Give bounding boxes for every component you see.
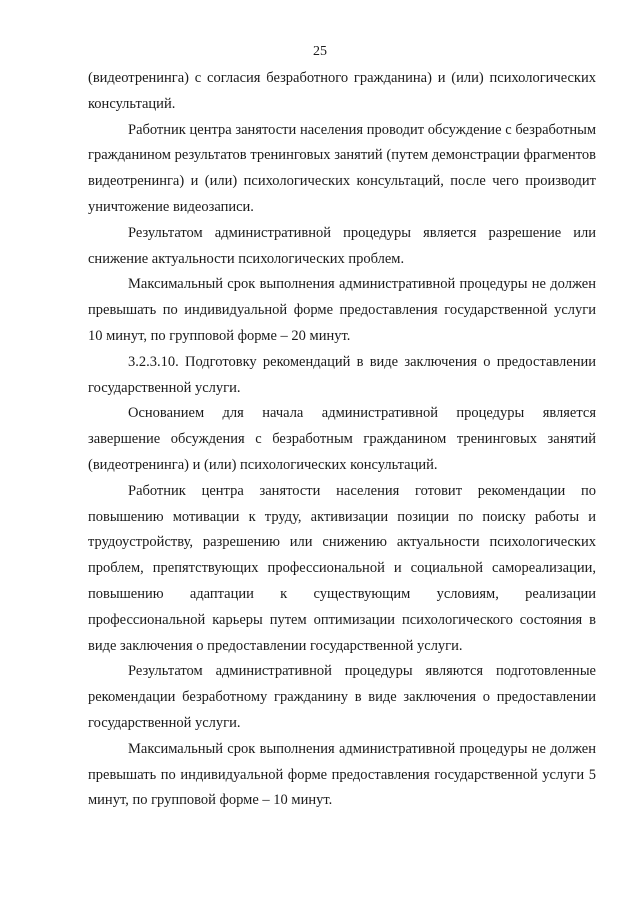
page-number: 25 (313, 44, 327, 59)
paragraph-section-heading: 3.2.3.10. Подготовку рекомендаций в виде заключения о предоставлении государственной услуги. (88, 353, 596, 396)
paragraph-continuation: (видеотренинга) с согласия безработного гражданина) и (или) психологических консультаций. (88, 70, 596, 112)
document-body (88, 66, 596, 814)
paragraph-basis: Основанием для начала административной процедуры является завершение обсуждения с безработным гражданином тренинговых занятий (видеотренинга) и (или) психологических консультаций. (88, 405, 596, 473)
paragraph-max-time: Максимальный срок выполнения административной процедуры не должен превышать по индивидуальной форме предоставления государственной услуги 10 минут, по групповой форме – 20 минут. (88, 276, 596, 344)
paragraph-recommendations: Работник центра занятости населения готовит рекомендации по повышению мотивации к труду, активизации позиции по поиску работы и трудоустройству, разрешению или снижению актуальности психологических проблем, препятствующих профессиональной и социальной самореализации, повышению адаптации к существующим условиям, реализации профессиональной карьеры путем оптимизации психологического состояния в виде заключения о предоставлении государственной услуги. (88, 482, 596, 654)
paragraph-discussion: Работник центра занятости населения проводит обсуждение с безработным гражданином результатов тренинговых занятий (путем демонстрации фрагментов видеотренинга) и (или) психологических консультаций, после чего производит уничтожение видеозаписи. (88, 121, 596, 215)
paragraph-max-time-2: Максимальный срок выполнения административной процедуры не должен превышать по индивидуальной форме предоставления государственной услуги 5 минут, по групповой форме – 10 минут. (88, 740, 596, 809)
paragraph-result-recommendations: Результатом административной процедуры являются подготовленные рекомендации безработному гражданину в виде заключения о предоставлении государственной услуги. (88, 663, 596, 731)
paragraph-result: Результатом административной процедуры является разрешение или снижение актуальности психологических проблем. (88, 224, 596, 267)
